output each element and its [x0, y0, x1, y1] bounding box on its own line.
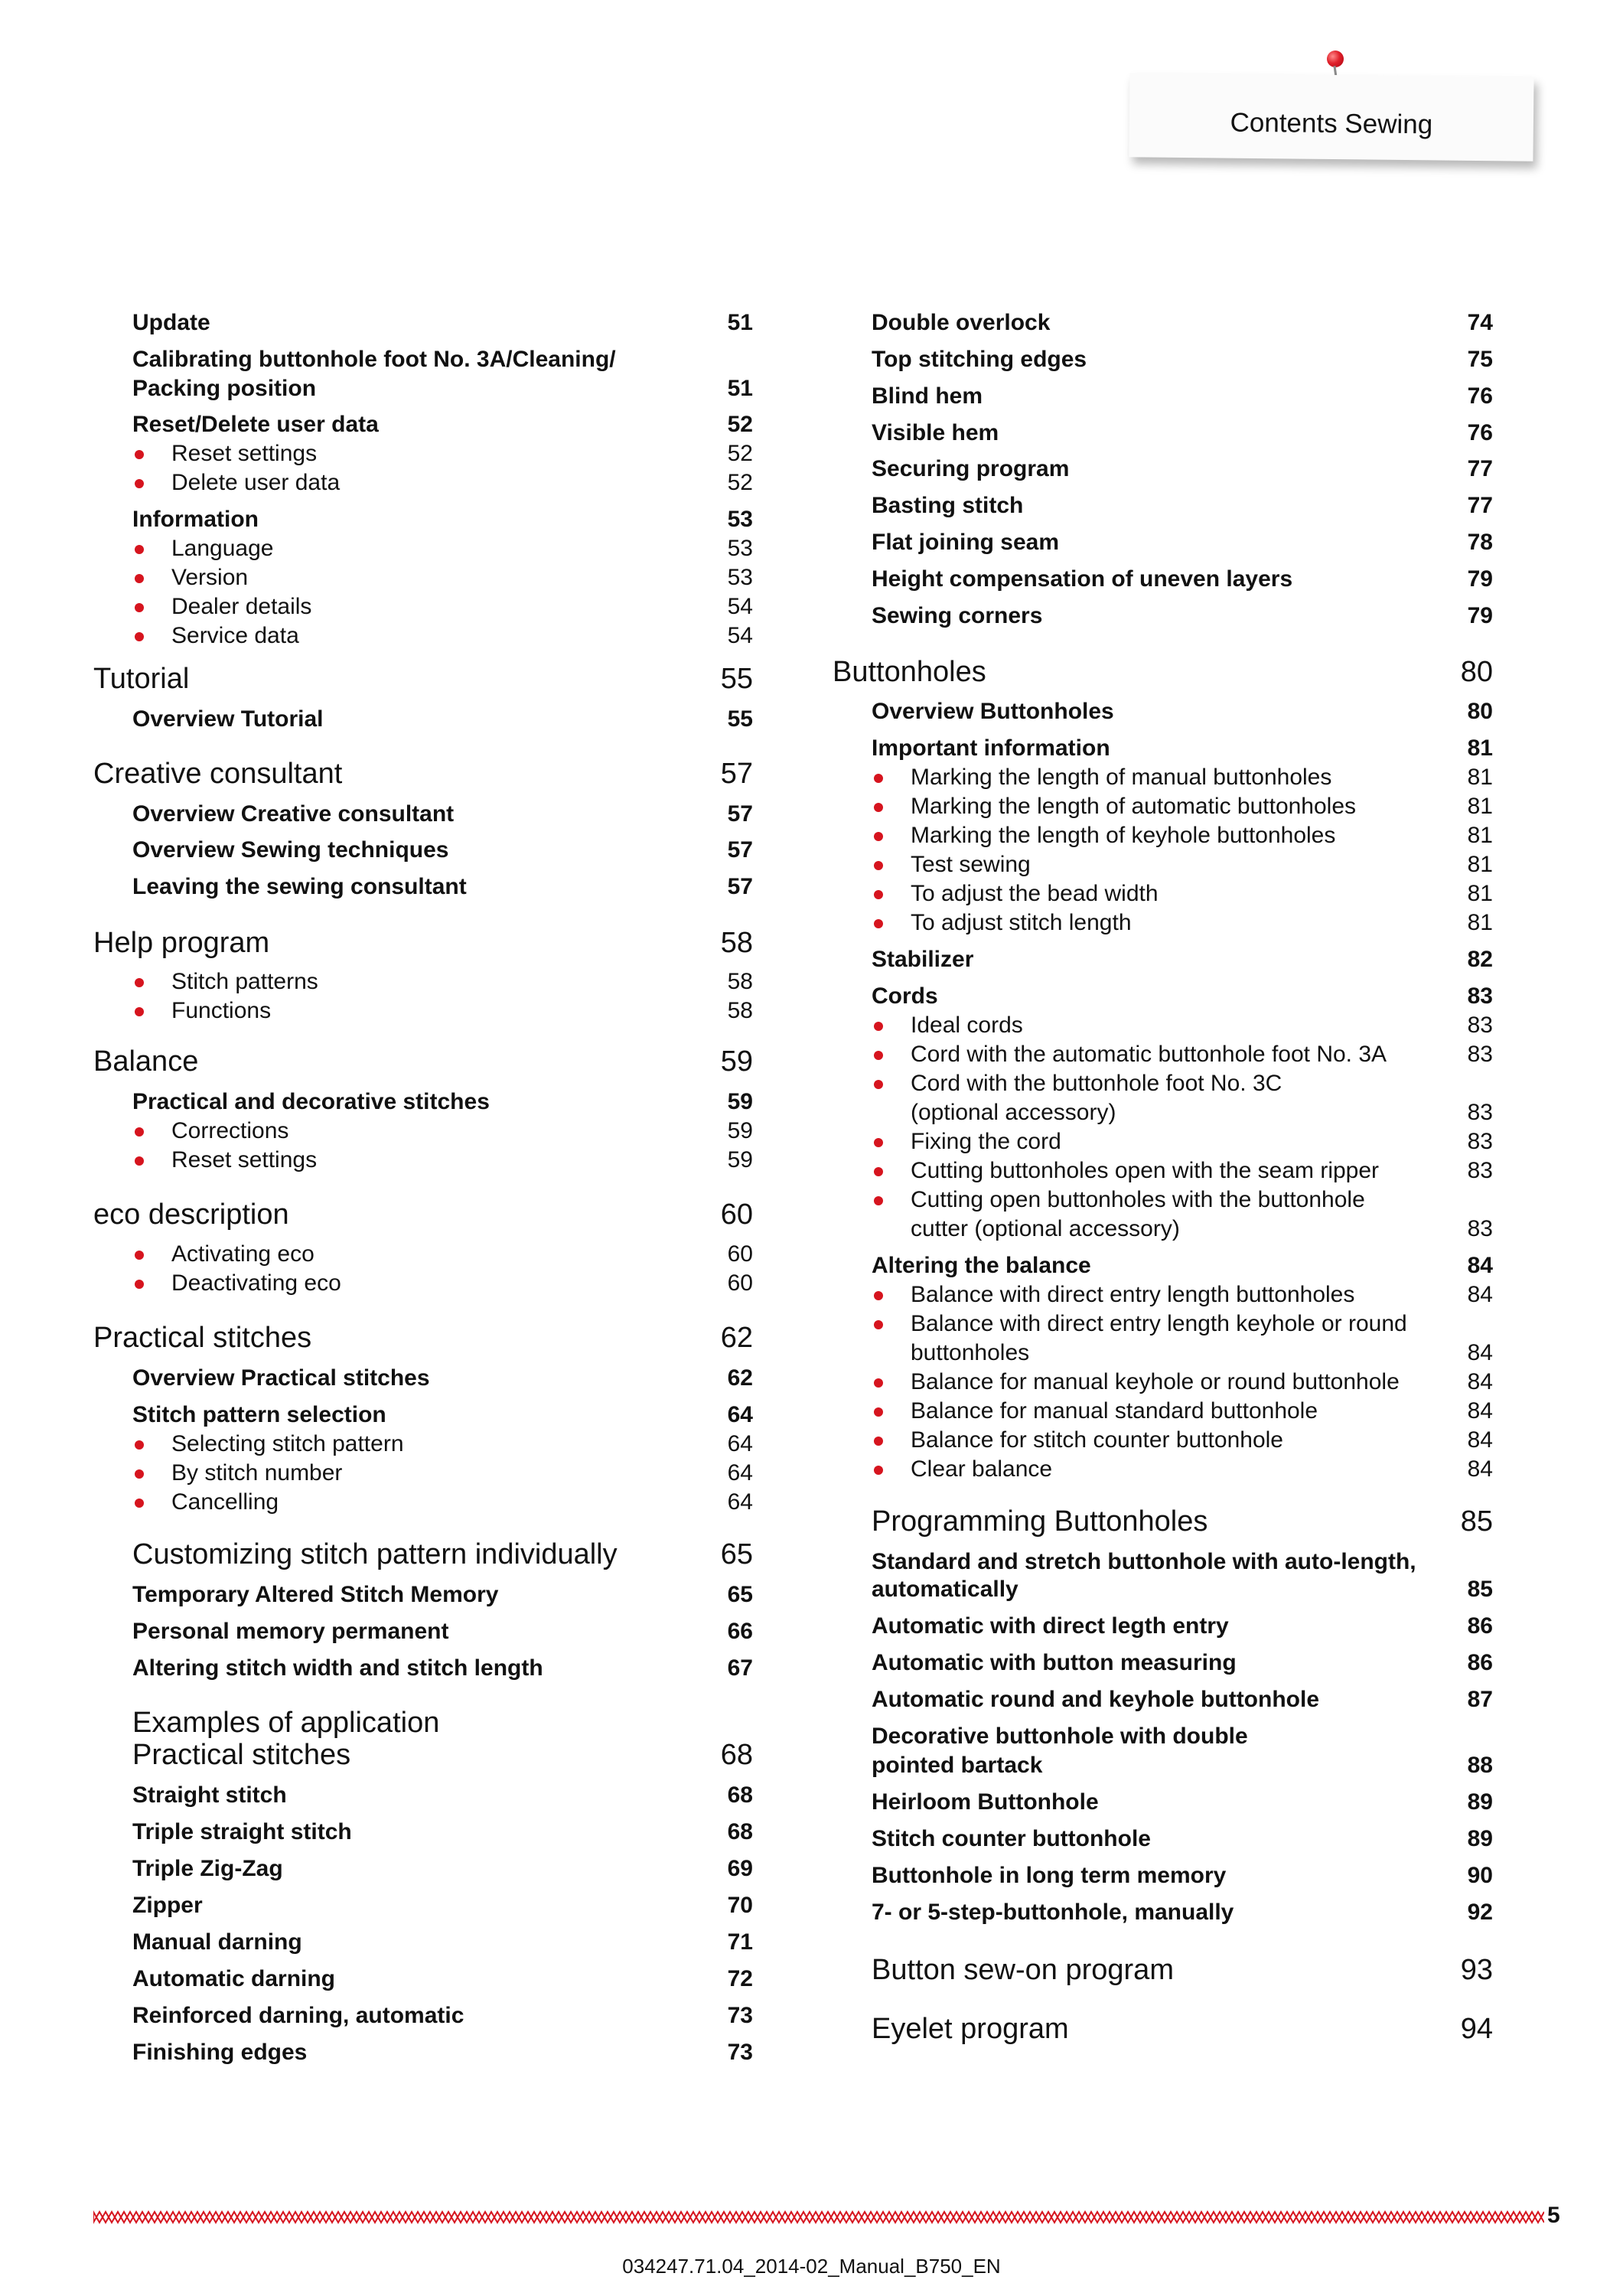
entry-title: Automatic with button measuring	[872, 1650, 1237, 1675]
entry-title: Clear balance	[911, 1456, 1053, 1482]
entry-title: Heirloom Buttonhole	[872, 1789, 1099, 1815]
entry-title: Balance with direct entry length keyhole or round	[911, 1311, 1407, 1336]
red-bullet-icon	[874, 1051, 883, 1060]
page-number-ref: 83	[1467, 1013, 1493, 1038]
red-bullet-icon	[135, 1156, 144, 1166]
page-number-ref: 84	[1467, 1427, 1493, 1453]
red-bullet-icon	[874, 1291, 883, 1300]
red-bullet-icon	[874, 861, 883, 870]
page-number-ref: 67	[727, 1655, 753, 1681]
entry-title: buttonholes	[911, 1340, 1030, 1365]
page-number-ref: 58	[727, 998, 753, 1023]
pushpin-icon	[1327, 51, 1344, 67]
page-number-ref: 64	[727, 1402, 753, 1427]
entry-title: Overview Creative consultant	[132, 801, 455, 827]
entry-title: Examples of application	[132, 1707, 440, 1739]
page-number-ref: 62	[727, 1365, 753, 1391]
page-number-ref: 66	[727, 1619, 753, 1644]
entry-title: Stitch patterns	[171, 969, 318, 994]
entry-title: Cord with the buttonhole foot No. 3C	[911, 1071, 1282, 1096]
red-bullet-icon	[135, 574, 144, 583]
page-number-ref: 76	[1467, 383, 1493, 409]
entry-title: Securing program	[872, 456, 1070, 481]
entry-title: Straight stitch	[132, 1782, 287, 1808]
page-number-ref: 77	[1467, 493, 1493, 518]
entry-title: Dealer details	[171, 594, 312, 619]
red-bullet-icon	[874, 1378, 883, 1388]
page-number-ref: 92	[1467, 1900, 1493, 1925]
entry-title: Service data	[171, 623, 299, 648]
red-bullet-icon	[874, 1437, 883, 1446]
page-number-ref: 72	[727, 1966, 753, 1991]
page-number-ref: 52	[727, 441, 753, 466]
page-number-ref: 81	[1467, 735, 1493, 761]
page-number-ref: 84	[1467, 1282, 1493, 1307]
page-number-ref: 83	[1467, 1158, 1493, 1183]
page-number-ref: 84	[1467, 1398, 1493, 1424]
page-number-ref: 52	[727, 470, 753, 495]
entry-title: Automatic darning	[132, 1966, 336, 1991]
entry-title: cutter (optional accessory)	[911, 1216, 1180, 1241]
entry-title: Marking the length of automatic buttonholes	[911, 794, 1357, 819]
page-number-ref: 58	[727, 969, 753, 994]
page-number-ref: 51	[727, 310, 753, 335]
page-number-ref: 73	[727, 2040, 753, 2065]
page-number-ref: 93	[1460, 1954, 1493, 1986]
red-bullet-icon	[135, 450, 144, 459]
entry-title: Important information	[872, 735, 1110, 761]
entry-title: Buttonholes	[833, 656, 986, 688]
page-number-ref: 59	[727, 1089, 753, 1114]
page-number-ref: 81	[1467, 765, 1493, 790]
red-bullet-icon	[874, 1466, 883, 1475]
entry-title: Basting stitch	[872, 493, 1024, 518]
page-number-ref: 59	[720, 1045, 753, 1078]
entry-title: Fixing the cord	[911, 1129, 1061, 1154]
entry-title: Activating eco	[171, 1241, 314, 1267]
entry-title: Height compensation of uneven layers	[872, 566, 1293, 592]
page-number-ref: 53	[727, 565, 753, 590]
entry-title: Marking the length of keyhole buttonholes	[911, 823, 1336, 848]
page-number-ref: 79	[1467, 603, 1493, 628]
entry-title: Overview Tutorial	[132, 706, 324, 732]
page-number-ref: 89	[1467, 1789, 1493, 1815]
entry-title: Sewing corners	[872, 603, 1043, 628]
page-number-ref: 51	[727, 376, 753, 401]
entry-title: Language	[171, 536, 274, 561]
entry-title: Triple Zig-Zag	[132, 1856, 283, 1881]
page-number-ref: 80	[1467, 699, 1493, 724]
page-number-ref: 62	[720, 1322, 753, 1354]
entry-title: Packing position	[132, 376, 317, 401]
page-number-ref: 80	[1460, 656, 1493, 688]
entry-title: Button sew-on program	[872, 1954, 1174, 1986]
entry-title: Altering the balance	[872, 1253, 1091, 1278]
entry-title: Triple straight stitch	[132, 1819, 352, 1844]
section-title: Contents Sewing	[1230, 107, 1433, 140]
page-number-ref: 57	[727, 837, 753, 863]
page-number-ref: 82	[1467, 947, 1493, 972]
entry-title: Overview Buttonholes	[872, 699, 1114, 724]
page-number-ref: 53	[727, 536, 753, 561]
page-number-ref: 60	[720, 1199, 753, 1231]
entry-title: Balance for manual standard buttonhole	[911, 1398, 1318, 1424]
page-number-ref: 77	[1467, 456, 1493, 481]
page-number-ref: 65	[720, 1538, 753, 1570]
entry-title: Version	[171, 565, 249, 590]
entry-title: Blind hem	[872, 383, 983, 409]
entry-title: Corrections	[171, 1118, 289, 1143]
entry-title: Practical stitches	[93, 1322, 312, 1354]
page-number-ref: 81	[1467, 910, 1493, 935]
page-number-ref: 94	[1460, 2013, 1493, 2045]
entry-title: Zipper	[132, 1893, 203, 1918]
entry-title: Cutting buttonholes open with the seam ripper	[911, 1158, 1380, 1183]
page-number-ref: 68	[720, 1739, 753, 1771]
page-number-ref: 58	[720, 927, 753, 959]
page-number-ref: 65	[727, 1582, 753, 1607]
page-number-ref: 88	[1467, 1753, 1493, 1778]
page-number-ref: 57	[727, 874, 753, 899]
entry-title: Altering stitch width and stitch length	[132, 1655, 543, 1681]
page-number-ref: 68	[727, 1819, 753, 1844]
page-number-ref: 64	[727, 1489, 753, 1515]
page-number-ref: 59	[727, 1118, 753, 1143]
page-number-ref: 60	[727, 1270, 753, 1296]
entry-title: Reset settings	[171, 1147, 318, 1172]
page-number-ref: 90	[1467, 1863, 1493, 1888]
page-number-ref: 59	[727, 1147, 753, 1172]
entry-title: Information	[132, 507, 259, 532]
page-number-ref: 83	[1467, 1042, 1493, 1067]
entry-title: Standard and stretch buttonhole with auto-length,	[872, 1549, 1416, 1574]
entry-title: Automatic round and keyhole buttonhole	[872, 1687, 1319, 1712]
entry-title: Cord with the automatic buttonhole foot No. 3A	[911, 1042, 1387, 1067]
entry-title: Top stitching edges	[872, 347, 1087, 372]
entry-title: Cutting open buttonholes with the buttonhole	[911, 1187, 1365, 1212]
red-bullet-icon	[874, 919, 883, 928]
red-bullet-icon	[874, 1022, 883, 1031]
entry-title: Deactivating eco	[171, 1270, 341, 1296]
entry-title: Flat joining seam	[872, 530, 1060, 555]
page-number-ref: 54	[727, 623, 753, 648]
page-number-ref: 71	[727, 1929, 753, 1955]
page-number-ref: 57	[720, 758, 753, 790]
red-bullet-icon	[135, 1127, 144, 1137]
red-bullet-icon	[874, 774, 883, 783]
page-number-ref: 68	[727, 1782, 753, 1808]
red-bullet-icon	[135, 1280, 144, 1289]
page-number-ref: 85	[1460, 1505, 1493, 1538]
page-number-ref: 64	[727, 1431, 753, 1456]
page-number-ref: 54	[727, 594, 753, 619]
entry-title: Cancelling	[171, 1489, 279, 1515]
entry-title: Delete user data	[171, 470, 341, 495]
page-number-ref: 81	[1467, 794, 1493, 819]
page-number-ref: 81	[1467, 823, 1493, 848]
entry-title: Visible hem	[872, 420, 999, 445]
entry-title: Programming Buttonholes	[872, 1505, 1208, 1538]
entry-title: Functions	[171, 998, 272, 1023]
page-number-ref: 84	[1467, 1253, 1493, 1278]
entry-title: Reinforced darning, automatic	[132, 2003, 464, 2028]
page-number-ref: 79	[1467, 566, 1493, 592]
entry-title: (optional accessory)	[911, 1100, 1116, 1125]
entry-title: Tutorial	[93, 663, 190, 695]
page-number-ref: 83	[1467, 1129, 1493, 1154]
entry-title: Buttonhole in long term memory	[872, 1863, 1227, 1888]
page-number-ref: 86	[1467, 1613, 1493, 1639]
page-number-ref: 73	[727, 2003, 753, 2028]
red-bullet-icon	[135, 632, 144, 641]
entry-title: 7- or 5-step-buttonhole, manually	[872, 1900, 1234, 1925]
red-bullet-icon	[874, 803, 883, 812]
page-number-ref: 64	[727, 1460, 753, 1486]
entry-title: Customizing stitch pattern individually	[132, 1538, 618, 1570]
page-number-ref: 81	[1467, 852, 1493, 877]
entry-title: Balance for stitch counter buttonhole	[911, 1427, 1283, 1453]
page-number-ref: 83	[1467, 1100, 1493, 1125]
page-number-ref: 55	[727, 706, 753, 732]
page-number-ref: 87	[1467, 1687, 1493, 1712]
entry-title: automatically	[872, 1577, 1018, 1602]
red-bullet-icon	[135, 1251, 144, 1260]
entry-title: Practical and decorative stitches	[132, 1089, 490, 1114]
red-bullet-icon	[135, 545, 144, 554]
red-bullet-icon	[874, 1407, 883, 1417]
entry-title: Automatic with direct legth entry	[872, 1613, 1229, 1639]
page-number-ref: 70	[727, 1893, 753, 1918]
entry-title: Selecting stitch pattern	[171, 1431, 404, 1456]
entry-title: To adjust stitch length	[911, 910, 1132, 935]
entry-title: Cords	[872, 983, 938, 1009]
red-bullet-icon	[135, 1499, 144, 1508]
entry-title: Manual darning	[132, 1929, 302, 1955]
entry-title: Practical stitches	[132, 1739, 351, 1771]
entry-title: Stitch pattern selection	[132, 1402, 386, 1427]
page-number-ref: 52	[727, 412, 753, 437]
page-number-ref: 76	[1467, 420, 1493, 445]
entry-title: Reset settings	[171, 441, 318, 466]
entry-title: Double overlock	[872, 310, 1051, 335]
entry-title: To adjust the bead width	[911, 881, 1159, 906]
page-number-ref: 75	[1467, 347, 1493, 372]
red-bullet-icon	[135, 479, 144, 488]
document-id: 034247.71.04_2014-02_Manual_B750_EN	[622, 2255, 1001, 2278]
page-number-ref: 84	[1467, 1456, 1493, 1482]
entry-title: Overview Practical stitches	[132, 1365, 430, 1391]
page-number-ref: 83	[1467, 983, 1493, 1009]
entry-title: Finishing edges	[132, 2040, 308, 2065]
entry-title: Decorative buttonhole with double	[872, 1724, 1248, 1749]
red-bullet-icon	[874, 1167, 883, 1176]
page-number-ref: 53	[727, 507, 753, 532]
entry-title: Update	[132, 310, 210, 335]
entry-title: Personal memory permanent	[132, 1619, 449, 1644]
page-number-ref: 83	[1467, 1216, 1493, 1241]
entry-title: Marking the length of manual buttonholes	[911, 765, 1332, 790]
page-number-ref: 74	[1467, 310, 1493, 335]
entry-title: Test sewing	[911, 852, 1031, 877]
page-number: 5	[1547, 2203, 1560, 2228]
page-number-ref: 84	[1467, 1369, 1493, 1394]
entry-title: eco description	[93, 1199, 289, 1231]
entry-title: Ideal cords	[911, 1013, 1023, 1038]
entry-title: Balance for manual keyhole or round buttonhole	[911, 1369, 1400, 1394]
entry-title: Reset/Delete user data	[132, 412, 379, 437]
red-bullet-icon	[874, 1320, 883, 1329]
red-bullet-icon	[135, 603, 144, 612]
entry-title: Stitch counter buttonhole	[872, 1826, 1151, 1851]
page-number-ref: 85	[1467, 1577, 1493, 1602]
entry-title: Overview Sewing techniques	[132, 837, 449, 863]
page-number-ref: 60	[727, 1241, 753, 1267]
decorative-zigzag-border	[93, 2209, 1544, 2226]
red-bullet-icon	[874, 1080, 883, 1089]
page-number-ref: 89	[1467, 1826, 1493, 1851]
entry-title: By stitch number	[171, 1460, 343, 1486]
red-bullet-icon	[874, 832, 883, 841]
red-bullet-icon	[874, 1196, 883, 1205]
page-number-ref: 69	[727, 1856, 753, 1881]
red-bullet-icon	[135, 978, 144, 987]
page-number-ref: 86	[1467, 1650, 1493, 1675]
red-bullet-icon	[135, 1469, 144, 1479]
entry-title: Creative consultant	[93, 758, 343, 790]
page-number-ref: 78	[1467, 530, 1493, 555]
entry-title: Eyelet program	[872, 2013, 1069, 2045]
header-note	[1129, 73, 1533, 161]
red-bullet-icon	[874, 1138, 883, 1147]
entry-title: Balance	[93, 1045, 199, 1078]
red-bullet-icon	[874, 890, 883, 899]
entry-title: Stabilizer	[872, 947, 974, 972]
entry-title: Calibrating buttonhole foot No. 3A/Cleaning/	[132, 347, 616, 372]
page-number-ref: 81	[1467, 881, 1493, 906]
page-number-ref: 55	[720, 663, 753, 695]
red-bullet-icon	[135, 1440, 144, 1450]
page-number-ref: 84	[1467, 1340, 1493, 1365]
red-bullet-icon	[135, 1007, 144, 1016]
entry-title: Balance with direct entry length buttonholes	[911, 1282, 1355, 1307]
entry-title: Help program	[93, 927, 270, 959]
entry-title: pointed bartack	[872, 1753, 1043, 1778]
entry-title: Leaving the sewing consultant	[132, 874, 467, 899]
page-number-ref: 57	[727, 801, 753, 827]
entry-title: Temporary Altered Stitch Memory	[132, 1582, 499, 1607]
